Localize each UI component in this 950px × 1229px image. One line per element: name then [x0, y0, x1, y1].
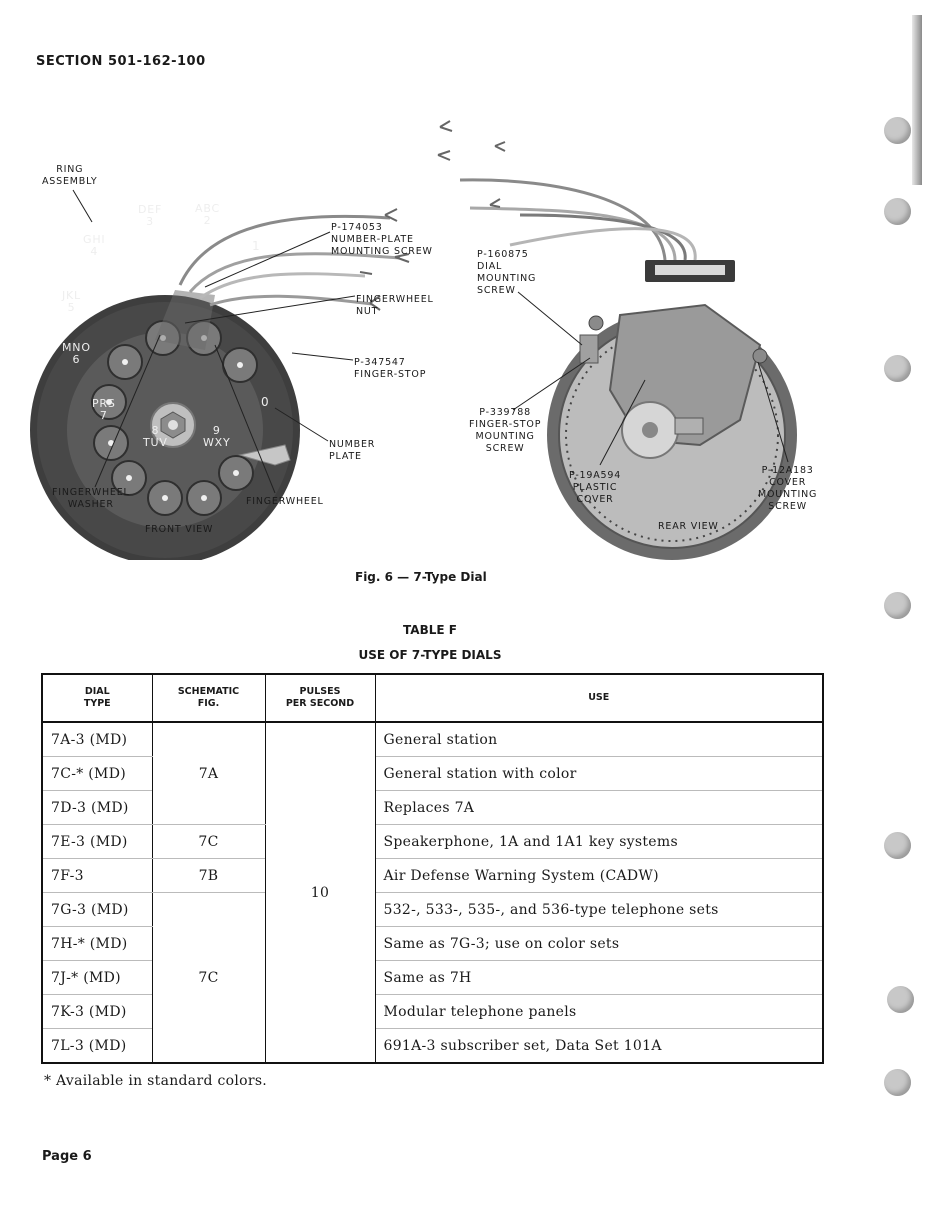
punch-hole [884, 198, 911, 225]
dial-digit-5: JKL 5 [62, 289, 81, 314]
label-rear-view: REAR VIEW [658, 521, 719, 532]
dial-type-cell: 7E-3 (MD) [42, 825, 152, 859]
schematic-cell: 7A [152, 722, 265, 825]
dial-digit-0: 0 [261, 395, 270, 409]
use-cell: Replaces 7A [375, 791, 823, 825]
label-finger-stop-mounting-screw: P-339788 FINGER-STOP MOUNTING SCREW [469, 407, 542, 454]
punch-hole [884, 592, 911, 619]
col-header-schematic-fig: SCHEMATIC FIG. [152, 674, 265, 722]
label-fingerwheel-washer: FINGERWHEEL WASHER [52, 487, 130, 510]
dial-digit-2: ABC 2 [195, 202, 220, 227]
use-cell: 691A-3 subscriber set, Data Set 101A [375, 1029, 823, 1064]
dial-uses-table [41, 673, 824, 1064]
schematic-cell: 7C [152, 825, 265, 859]
col-header-use: USE [375, 674, 823, 722]
col-header-pulses: PULSES PER SECOND [265, 674, 375, 722]
dial-digit-4: GHI 4 [83, 233, 106, 258]
dial-type-cell: 7K-3 (MD) [42, 995, 152, 1029]
label-fingerwheel: FINGERWHEEL [246, 496, 324, 507]
dial-digit-3: DEF 3 [138, 203, 163, 228]
table-row [42, 859, 823, 893]
dial-digit-9: 9 WXY [203, 424, 231, 449]
dial-digit-1: 1 [252, 239, 261, 253]
dial-type-cell: 7F-3 [42, 859, 152, 893]
dial-type-cell: 7D-3 (MD) [42, 791, 152, 825]
label-plastic-cover: P-19A594 PLASTIC COVER [569, 470, 622, 505]
label-front-view: FRONT VIEW [145, 524, 214, 535]
use-cell: 532-, 533-, 535-, and 536-type telephone sets [375, 893, 823, 927]
table-row [42, 722, 823, 757]
table-header-row [42, 674, 823, 722]
use-cell: General station with color [375, 757, 823, 791]
dial-digit-6: MNO 6 [62, 341, 91, 366]
use-cell: Modular telephone panels [375, 995, 823, 1029]
label-number-plate-screw: P-174053 NUMBER-PLATE MOUNTING SCREW [331, 222, 433, 257]
dial-type-cell: 7A-3 (MD) [42, 722, 152, 757]
label-fingerwheel-nut: FINGERWHEEL NUT [356, 294, 434, 317]
label-number-plate: NUMBER PLATE [329, 439, 376, 462]
section-number: SECTION 501-162-100 [36, 54, 206, 69]
use-cell: Same as 7G-3; use on color sets [375, 927, 823, 961]
dial-type-cell: 7L-3 (MD) [42, 1029, 152, 1064]
punch-hole [887, 986, 914, 1013]
label-dial-mounting-screw: P-160875 DIAL MOUNTING SCREW [477, 249, 537, 296]
pulses-cell: 10 [265, 722, 375, 1063]
schematic-cell: 7C [152, 893, 265, 1064]
col-header-dial-type: DIAL TYPE [42, 674, 152, 722]
page-number: Page 6 [42, 1149, 92, 1164]
dial-digit-8: 8 TUV [143, 424, 168, 449]
table-row [42, 825, 823, 859]
table-footnote: * Available in standard colors. [44, 1073, 268, 1089]
table-subtitle: USE OF 7-TYPE DIALS [358, 648, 502, 662]
dial-digit-7: PRS 7 [92, 397, 116, 422]
punch-hole [884, 832, 911, 859]
dial-type-cell: 7G-3 (MD) [42, 893, 152, 927]
punch-hole [884, 355, 911, 382]
dial-type-cell: 7J-* (MD) [42, 961, 152, 995]
use-cell: Speakerphone, 1A and 1A1 key systems [375, 825, 823, 859]
label-finger-stop: P-347547 FINGER-STOP [354, 357, 427, 380]
table-title: TABLE F [403, 623, 457, 637]
dial-type-cell: 7H-* (MD) [42, 927, 152, 961]
label-cover-mounting-screw: P-12A183 COVER MOUNTING SCREW [758, 465, 818, 512]
punch-hole [884, 1069, 911, 1096]
binder-edge [912, 15, 922, 185]
use-cell: Same as 7H [375, 961, 823, 995]
table-row [42, 893, 823, 927]
punch-hole [884, 117, 911, 144]
use-cell: General station [375, 722, 823, 757]
label-ring-assembly: RING ASSEMBLY [42, 164, 98, 187]
use-cell: Air Defense Warning System (CADW) [375, 859, 823, 893]
figure-caption: Fig. 6 — 7-Type Dial [355, 570, 487, 584]
schematic-cell: 7B [152, 859, 265, 893]
dial-type-cell: 7C-* (MD) [42, 757, 152, 791]
